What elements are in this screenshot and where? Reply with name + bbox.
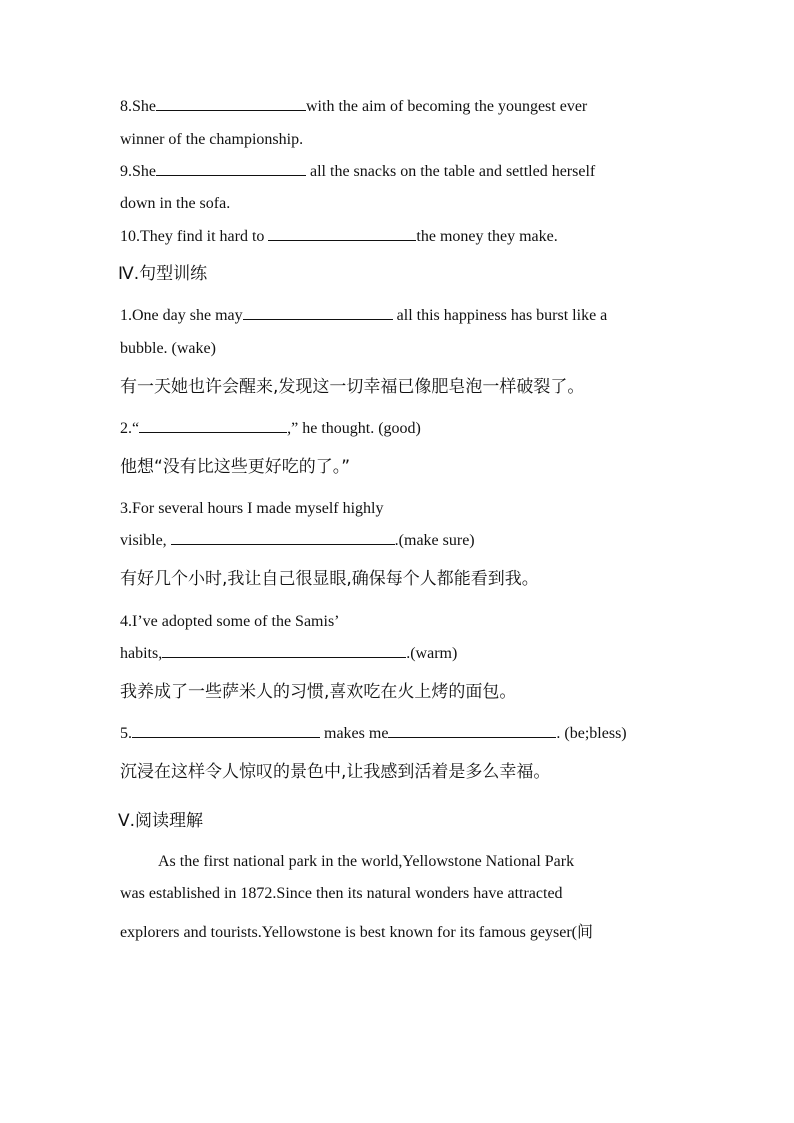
sentence-4-line-2 <box>120 643 680 665</box>
sentence-5-middle: makes me <box>320 725 389 742</box>
item-8-blank[interactable] <box>156 96 306 111</box>
reading-paragraph-line-1: As the first national park in the world,Yellowstone National Park <box>158 853 575 870</box>
sentence-1-line-2: bubble. (wake) <box>120 340 216 357</box>
sentence-1-blank[interactable] <box>243 305 393 320</box>
sentence-1-start: 1.One day she may <box>120 307 243 324</box>
item-8-line-1 <box>120 96 680 118</box>
sentence-2-line <box>120 418 680 440</box>
sentence-4-blank[interactable] <box>162 643 406 658</box>
item-10-start: 10.They find it hard to <box>120 228 269 245</box>
item-10-end: the money they make. <box>416 228 558 245</box>
sentence-5-end: . (be;bless) <box>556 725 627 742</box>
sentence-4-line-1: 4.I’ve adopted some of the Samis’ <box>120 613 340 630</box>
item-10-line <box>120 226 680 248</box>
sentence-3-blank[interactable] <box>171 530 395 545</box>
section-4-heading: Ⅳ.句型训练 <box>118 264 208 284</box>
sentence-3-line-1: 3.For several hours I made myself highly <box>120 500 384 517</box>
item-10-blank[interactable] <box>268 226 416 241</box>
section-5-heading: Ⅴ.阅读理解 <box>118 811 204 831</box>
sentence-2-start: 2.“ <box>120 420 140 437</box>
sentence-2-blank[interactable] <box>139 418 287 433</box>
sentence-1-end: all this happiness has burst like a <box>392 307 608 324</box>
item-8-start: 8.She <box>120 98 156 115</box>
item-9-line-2: down in the sofa. <box>120 195 231 212</box>
item-9-blank[interactable] <box>156 161 306 176</box>
sentence-3-end: .(make sure) <box>394 532 475 549</box>
item-9-end: all the snacks on the table and settled herself <box>306 163 596 180</box>
item-8-end: with the aim of becoming the youngest ever <box>306 98 588 115</box>
sentence-3-translation: 有好几个小时,我让自己很显眼,确保每个人都能看到我。 <box>120 569 539 589</box>
sentence-2-end: ,” he thought. (good) <box>287 420 421 437</box>
sentence-3-line-2 <box>120 530 680 552</box>
item-8-line-2: winner of the championship. <box>120 131 304 148</box>
item-9-line-1 <box>120 161 680 183</box>
item-9-start: 9.She <box>120 163 156 180</box>
sentence-4-start: habits, <box>120 645 163 662</box>
reading-paragraph-line-3: explorers and tourists.Yellowstone is best known for its famous geyser(间 <box>120 924 593 941</box>
sentence-4-end: .(warm) <box>406 645 458 662</box>
sentence-5-start: 5. <box>120 725 132 742</box>
sentence-3-start: visible, <box>120 532 171 549</box>
sentence-5-line <box>120 723 680 745</box>
sentence-1-translation: 有一天她也许会醒来,发现这一切幸福已像肥皂泡一样破裂了。 <box>120 377 585 397</box>
sentence-1-line-1 <box>120 305 680 327</box>
sentence-4-translation: 我养成了一些萨米人的习惯,喜欢吃在火上烤的面包。 <box>120 682 517 702</box>
sentence-5-blank-1[interactable] <box>132 723 320 738</box>
sentence-2-translation: 他想“没有比这些更好吃的了。” <box>120 457 351 477</box>
sentence-5-translation: 沉浸在这样令人惊叹的景色中,让我感到活着是多么幸福。 <box>120 762 551 782</box>
reading-paragraph-line-2: was established in 1872.Since then its natural wonders have attracted <box>120 885 563 902</box>
sentence-5-blank-2[interactable] <box>388 723 556 738</box>
